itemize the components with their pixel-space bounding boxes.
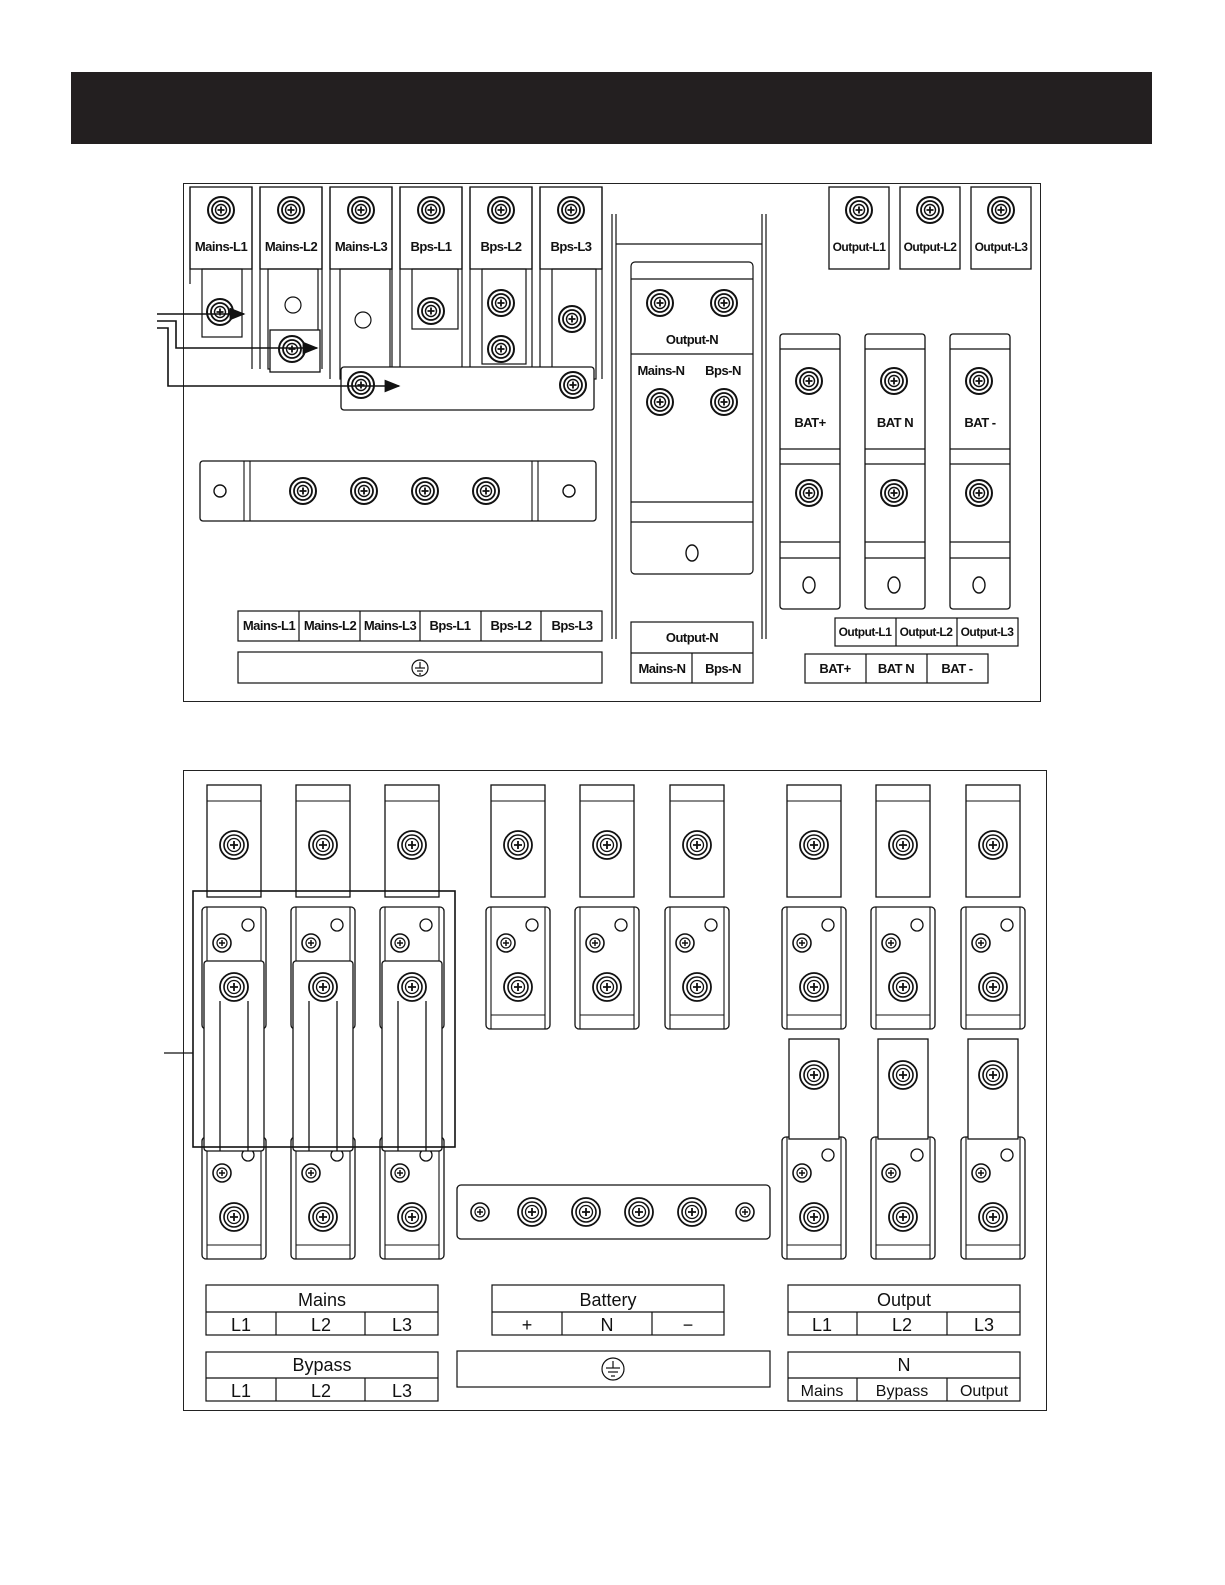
- bottom-ground-bar: [457, 1185, 770, 1239]
- neutral-output-label: Output-N: [665, 332, 719, 347]
- bus-label-mains-l3: Mains-L3: [334, 239, 388, 254]
- bottom-ground-symbol: [602, 1358, 624, 1380]
- input-legend-cells: [243, 618, 593, 633]
- legend-bat-n: BAT N: [877, 661, 915, 676]
- legend-n-bypass: Bypass: [875, 1383, 929, 1400]
- ground-bar: [200, 461, 596, 521]
- legend-bypass-title: Bypass: [292, 1355, 352, 1375]
- legend-bypass-l2: L2: [310, 1381, 332, 1401]
- neutral-block: [612, 214, 766, 639]
- neutral-legend-bypass: Bps-N: [705, 661, 741, 676]
- bottom-terminal-panel: [183, 770, 1047, 1411]
- neutral-bypass-label: Bps-N: [705, 363, 741, 378]
- legend-output-l2: L2: [891, 1315, 913, 1335]
- bus-label-mains-l1: Mains-L1: [194, 239, 248, 254]
- legend-bps-l3: Bps-L3: [551, 618, 593, 633]
- legend-output-l2: Output-L2: [899, 625, 953, 639]
- legend-bypass-l3: L3: [391, 1381, 413, 1401]
- input-bus-bars: [190, 187, 602, 379]
- legend-output-l3: Output-L3: [960, 625, 1014, 639]
- ground-symbol: [412, 660, 428, 676]
- neutral-legend-title: Output-N: [665, 630, 719, 645]
- legend-bps-l1: Bps-L1: [429, 618, 471, 633]
- neutral-legend-mains: Mains-N: [638, 661, 686, 676]
- battery-label-plus: BAT+: [794, 415, 826, 430]
- bus-label-bps-l2: Bps-L2: [480, 239, 522, 254]
- legend-battery-minus: −: [682, 1315, 694, 1335]
- common-link-bar: [341, 367, 594, 410]
- legend-n-mains: Mains: [800, 1383, 844, 1400]
- output-label-l1: Output-L1: [832, 240, 886, 254]
- battery-labels: [794, 415, 995, 430]
- legend-battery-n: N: [600, 1315, 614, 1335]
- legend-mains-l2: L2: [310, 1315, 332, 1335]
- bottom-top-tabs: [207, 785, 1020, 897]
- legend-output-l1: L1: [811, 1315, 833, 1335]
- legend-bat-minus: BAT -: [941, 661, 973, 676]
- output-labels: [833, 240, 1029, 254]
- top-terminal-panel: [183, 183, 1041, 702]
- legend-battery-title: Battery: [579, 1290, 637, 1310]
- legend-mains-l1: Mains-L1: [242, 618, 296, 633]
- legend-bypass-l1: L1: [230, 1381, 252, 1401]
- legend-n-title: N: [897, 1355, 911, 1375]
- bottom-legend-text: [231, 1290, 1009, 1401]
- battery-label-minus: BAT -: [964, 415, 996, 430]
- battery-legend-cells: [819, 661, 972, 676]
- output-label-l3: Output-L3: [974, 240, 1028, 254]
- bottom-diagram: [184, 771, 1046, 1410]
- top-diagram: [184, 184, 1040, 701]
- legend-n-output: Output: [959, 1383, 1009, 1400]
- bus-label-bps-l1: Bps-L1: [410, 239, 452, 254]
- bus-label-mains-l2: Mains-L2: [264, 239, 318, 254]
- battery-breaker-blocks: [486, 907, 729, 1029]
- output-label-l2: Output-L2: [903, 240, 957, 254]
- bus-label-bps-l3: Bps-L3: [550, 239, 592, 254]
- legend-bps-l2: Bps-L2: [490, 618, 532, 633]
- legend-mains-l3: Mains-L3: [363, 618, 417, 633]
- output-legend-cells: [839, 625, 1015, 639]
- legend-battery-plus: +: [521, 1315, 533, 1335]
- neutral-mains-label: Mains-N: [637, 363, 685, 378]
- legend-mains-l3: L3: [391, 1315, 413, 1335]
- legend-output-l1: Output-L1: [838, 625, 892, 639]
- legend-bat-plus: BAT+: [819, 661, 851, 676]
- header-bar: [71, 72, 1152, 144]
- battery-label-n: BAT N: [876, 415, 914, 430]
- input-lower-screws: [207, 290, 585, 362]
- legend-mains-l1: L1: [230, 1315, 252, 1335]
- legend-output-title: Output: [876, 1290, 932, 1310]
- legend-mains-l2: Mains-L2: [303, 618, 357, 633]
- legend-mains-title: Mains: [297, 1290, 347, 1310]
- legend-output-l3: L3: [973, 1315, 995, 1335]
